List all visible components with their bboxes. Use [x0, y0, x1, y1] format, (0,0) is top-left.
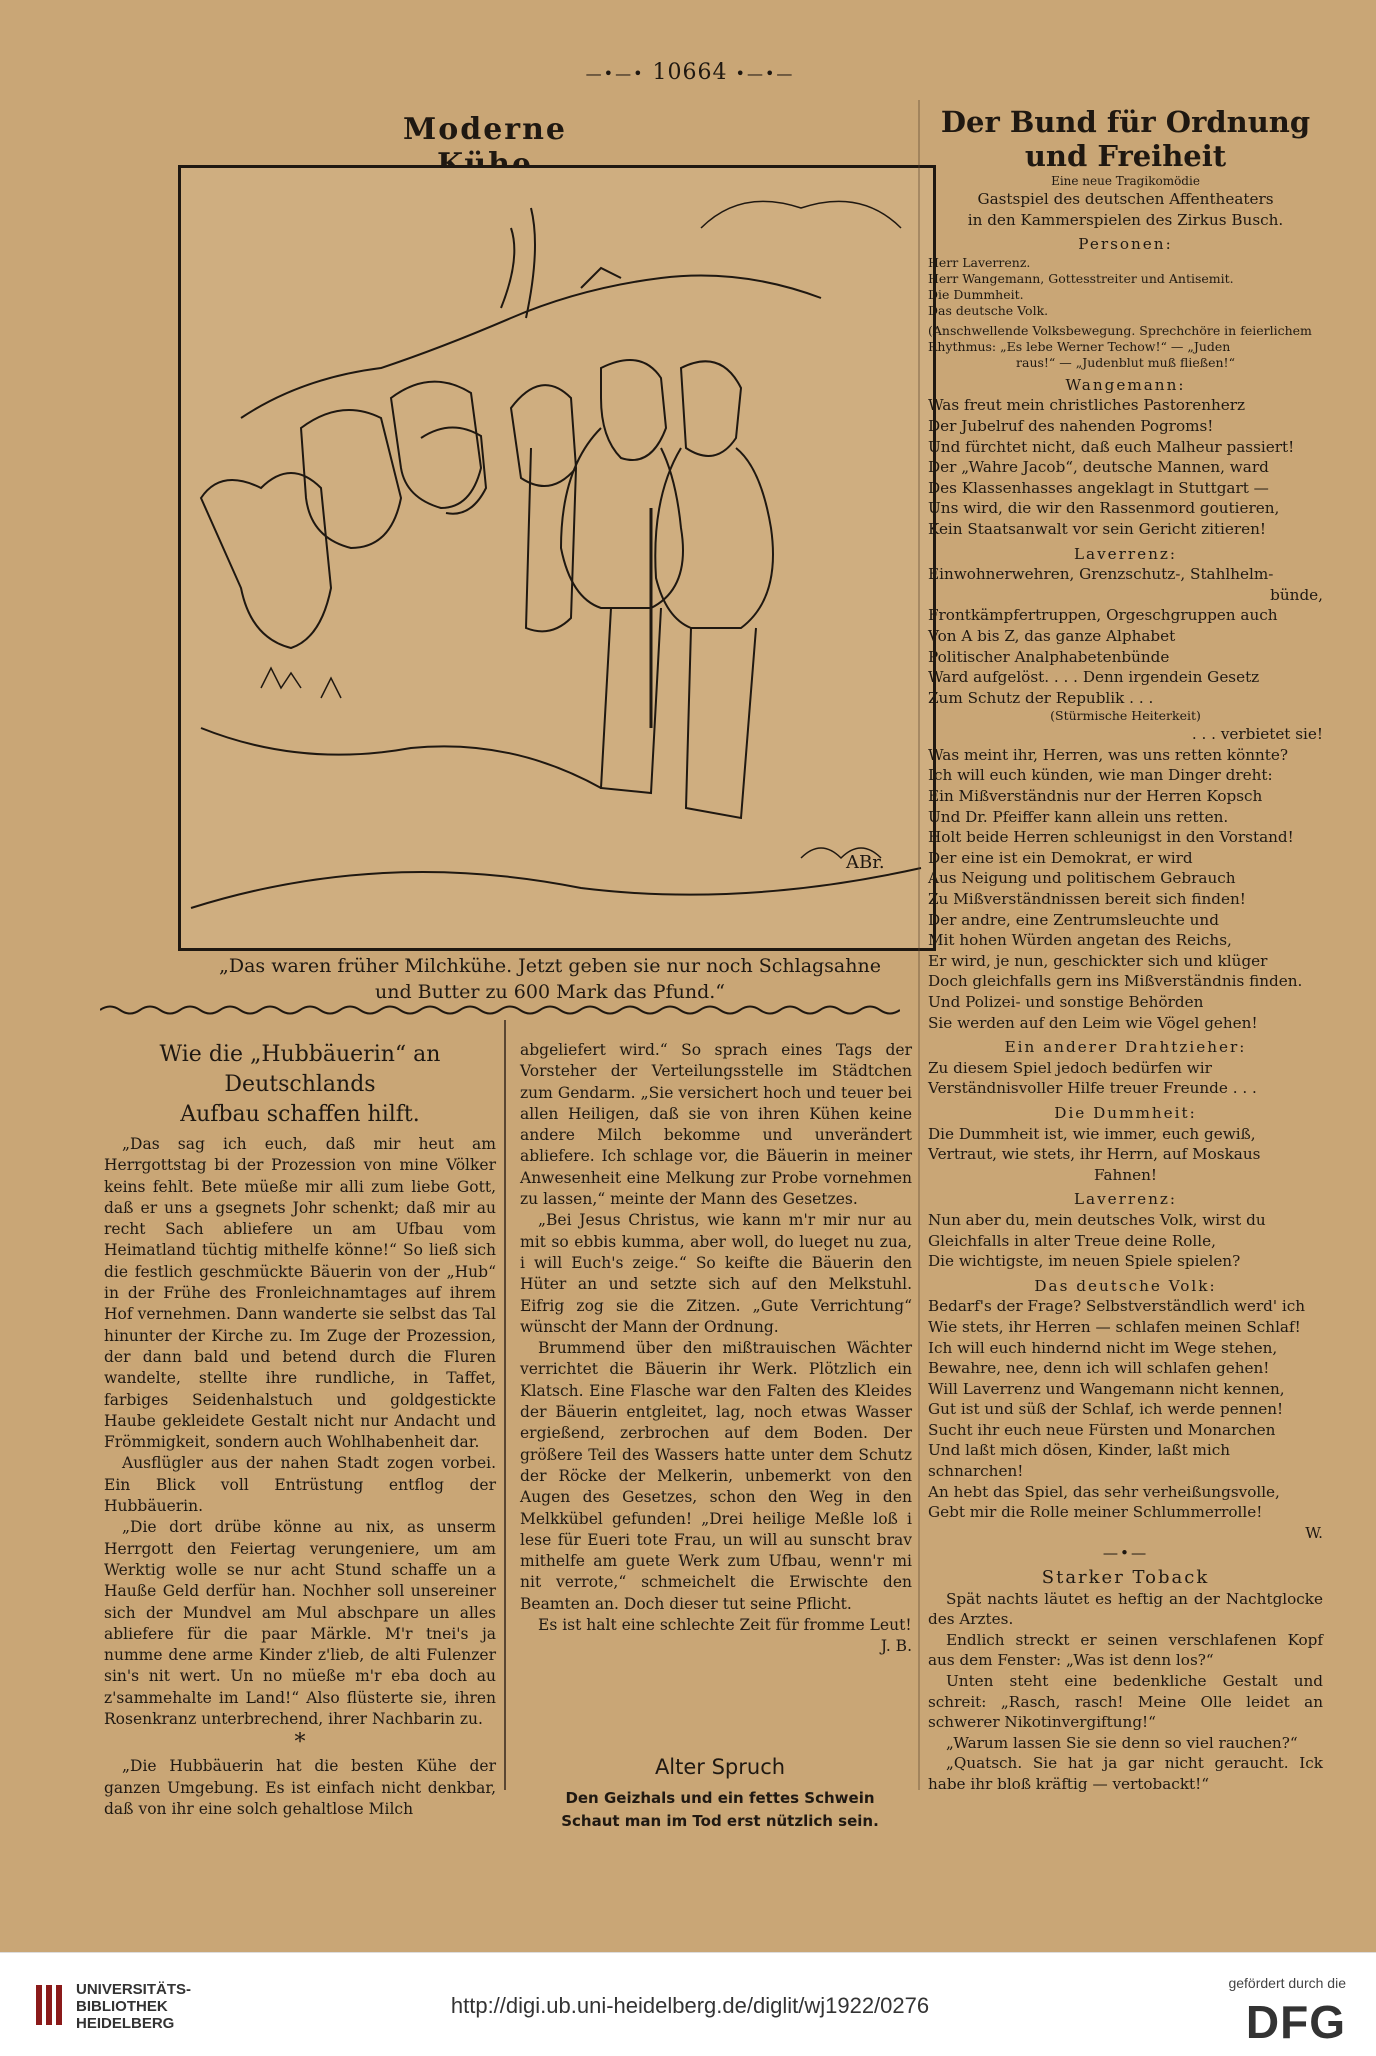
section-star: *	[294, 1730, 306, 1756]
cartoon-signature: ABr.	[846, 852, 885, 873]
article-subtitle: Eine neue Tragikomödie	[1051, 174, 1200, 188]
paragraph: Es ist halt eine schlechte Zeit für fromme Leut!	[538, 1616, 912, 1635]
paragraph: Spät nachts läutet es heftig an der Nachtglocke des Arztes.	[928, 1589, 1323, 1629]
cartoon-title: Moderne	[403, 112, 567, 147]
verse-line: Aus Neigung und politischem Gebrauch	[928, 869, 1236, 888]
article-title-line-1: Wie die „Hubbäuerin“ an Deutschlands	[159, 1042, 441, 1097]
spruch-title: Alter Spruch	[654, 1755, 786, 1779]
speaker-drahtzieher: Ein anderer Drahtzieher:	[1004, 1038, 1247, 1057]
verse-block-wangemann	[928, 395, 1323, 539]
article-title-line-2: Aufbau schaffen hilft.	[180, 1102, 420, 1127]
verse-block-laverrenz	[928, 564, 1323, 1033]
article-title: Der Bund für Ordnung und Freiheit	[940, 105, 1311, 173]
verse-line: Nun aber du, mein deutsches Volk, wirst du	[928, 1210, 1266, 1229]
verse-line: Der „Wahre Jacob“, deutsche Mannen, ward	[928, 458, 1269, 477]
verse-line: Der eine ist ein Demokrat, er wird	[928, 848, 1193, 867]
speaker-laverrenz: Laverrenz:	[1073, 544, 1178, 563]
person-item: Herr Laverrenz.	[928, 254, 1031, 270]
alter-spruch	[540, 1755, 900, 1833]
guest-line-2: in den Kammerspielen des Zirkus Busch.	[967, 210, 1284, 229]
paragraph: Endlich streckt er seinen verschlafenen Kopf aus dem Fenster: „Was ist denn los?“	[928, 1630, 1323, 1670]
article-hubbaeuerin-col1	[104, 1040, 496, 1820]
verse-line: Frontkämpfertruppen, Orgeschgruppen auch	[928, 606, 1278, 625]
paragraph: „Die dort drübe könne au nix, as unserm Herrgott den Feiertag verungeniere, um am Werktig wolle se nur acht Stund schaffe un a Hauße Geld derfür han. Nochher soll unsereiner sich der Mundvel am Mul abschpare un alles abliefere für die paar Märkle. M'r tnei's ja numme dene arme Kinder z'lieb, de alti Fulenzer sin's nit wert. Un no müeße m'r eba doch au z'sammehalte im Land!“ Also flüsterte sie, ihren Rosenkranz unterbrechend, ihrer Nachbarin zu.	[104, 1518, 496, 1729]
paragraph: Brummend über den mißtrauischen Wächter verrichtet die Bäuerin ihr Werk. Plötzlich ein Klatsch. Eine Flasche war den Falten des Kleides der Bäuerin entgleitet, lag, noch etwas Wasser ergießend, zerbrochen auf dem Boden. Der größere Teil des Wassers hatte unter dem Schutz der Röcke der Melkerin, unbemerkt von den Augen des Gesetzes, schon den Weg in den Melkkübel gefunden! „Drei heilige Meßle loß i lese für Eueri tote Frau, un will au sunscht brav mithelfe am guete Werk zum Ufbau, wenn'r mi nit verrote,“ schmeichelt die Erwischte den Beamten an. Doch dieser tut seine Pflicht.	[520, 1339, 912, 1613]
article-title	[104, 1040, 496, 1130]
verse-line: Doch gleichfalls gern ins Mißverständnis finden.	[928, 972, 1303, 991]
stage-direction-2: raus!“ — „Judenblut muß fließen!“	[1016, 354, 1235, 370]
speaker-wangemann: Wangemann:	[1065, 375, 1186, 394]
verse-line: Ward aufgelöst. . . . Denn irgendein Gesetz	[928, 668, 1260, 687]
speaker-volk: Das deutsche Volk:	[1034, 1276, 1217, 1295]
university-library-logo-icon	[34, 1983, 66, 2027]
article-hubbaeuerin-col2	[520, 1040, 912, 1658]
verse-line: Verständnisvoller Hilfe treuer Freunde . . .	[928, 1079, 1257, 1098]
article-bund-fuer-ordnung	[928, 105, 1323, 1795]
verse-line: Vertraut, wie stets, ihr Herrn, auf Moskaus	[928, 1145, 1261, 1164]
column-rule-right	[918, 100, 920, 1790]
spruch-line-2: Schaut man im Tod erst nützlich sein.	[561, 1812, 879, 1830]
verse-line: Ein Mißverständnis nur der Herren Kopsch	[928, 787, 1263, 806]
verse-line: Der andre, eine Zentrumsleuchte und	[928, 910, 1219, 929]
person-item: Das deutsche Volk.	[928, 302, 1049, 318]
verse-line: Einwohnerwehren, Grenzschutz-, Stahlhelm-	[928, 565, 1274, 584]
verse-line: Was freut mein christliches Pastorenherz	[928, 396, 1246, 415]
cartoon-caption	[150, 953, 950, 1005]
guest-line-1: Gastspiel des deutschen Affentheaters	[977, 190, 1274, 208]
person-item: Die Dummheit.	[928, 286, 1024, 302]
wavy-divider	[100, 1003, 900, 1017]
spruch-line-1: Den Geizhals und ein fettes Schwein	[565, 1789, 875, 1807]
verse-line: bünde,	[1270, 585, 1323, 604]
verse-line: Sucht ihr euch neue Fürsten und Monarchen	[928, 1420, 1276, 1439]
verse-line: Und laßt mich dösen, Kinder, laßt mich schnarchen!	[928, 1441, 1231, 1481]
caption-line-1: „Das waren früher Milchkühe. Jetzt geben sie nur noch Schlagsahne	[219, 955, 881, 977]
cartoon-illustration	[178, 165, 936, 951]
verse-line: Sie werden auf den Leim wie Vögel gehen!	[928, 1013, 1258, 1032]
speaker-laverrenz-2: Laverrenz:	[1073, 1190, 1178, 1209]
verse-line: Zu Mißverständnissen bereit sich finden!	[928, 890, 1246, 909]
institution-line: HEIDELBERG	[76, 2015, 175, 2032]
dfg-logo: DFG	[1245, 1996, 1346, 2048]
verse-line: Und Polizei- und sonstige Behörden	[928, 993, 1204, 1011]
permalink-url[interactable]: http://digi.ub.uni-heidelberg.de/diglit/wj1922/0276	[450, 1993, 930, 2018]
stage-direction-1: (Anschwellende Volksbewegung. Sprechchöre in feierlichem Rhythmus: „Es lebe Werner Techow!“ — „Juden	[928, 322, 1312, 354]
verse-line: Politischer Analphabetenbünde	[928, 647, 1170, 666]
verse-line: Von A bis Z, das ganze Alphabet	[928, 626, 1176, 645]
column-rule	[504, 1020, 506, 1790]
paragraph: „Die Hubbäuerin hat die besten Kühe der ganzen Umgebung. Es ist einfach nicht denkbar, daß von ihr eine solch gehaltlose Milch	[104, 1757, 496, 1818]
page-number-text: 10664	[652, 60, 728, 85]
verse-line: Holt beide Herren schleunigst in den Vorstand!	[928, 828, 1294, 847]
verse-line: Gleichfalls in alter Treue deine Rolle,	[928, 1231, 1216, 1250]
verse-line: Des Klassenhasses angeklagt in Stuttgart —	[928, 478, 1269, 497]
paragraph: Unten steht eine bedenkliche Gestalt und schreit: „Rasch, rasch! Meine Olle leidet an schwerer Nikotinvergiftung!“	[928, 1672, 1323, 1732]
verse-line: Gut ist und süß der Schlaf, ich werde pennen!	[928, 1400, 1284, 1419]
section-separator: —•—	[1102, 1544, 1149, 1563]
paragraph: „Das sag ich euch, daß mir heut am Herrgottstag bi der Prozession von mine Völker keins fehlt. Bete müeße mir alli zum liebe Gott, daß er uns a gsegnets Johr schenkt; daß mir au recht Sach abliefere un am Ufbau vom Heimatland tüchtig mithelfe könne!“ So ließ sich die festlich geschmückte Bäuerin von der „Hub“ in der Frühe des Fronleichnamtages auf ihrem Hof vernehmen. Dann wanderte sie selbst das Tal hinunter der Kirche zu. Im Zuge der Prozession, der dann bald und betend durch die Fluren wandelte, stellte ihre rundliche, in Taffet, farbiges Seidenhalstuch und goldgestickte Haube gekleidete Gestalt nicht nur Andacht und Frömmigkeit, sondern auch Wohlhabenheit dar.	[104, 1135, 496, 1452]
verse-line: Der Jubelruf des nahenden Pogroms!	[928, 416, 1214, 435]
verse-line: Was meint ihr, Herren, was uns retten könnte?	[928, 745, 1289, 764]
verse-line: Mit hohen Würden angetan des Reichs,	[928, 931, 1232, 950]
cartoon-drawing	[181, 168, 933, 948]
article-title-starker-toback: Starker Toback	[1041, 1567, 1210, 1589]
article-signature: J. B.	[880, 1637, 912, 1656]
verse-line: Wie stets, ihr Herren — schlafen meinen Schlaf!	[928, 1317, 1301, 1336]
ornament-right: •—•—	[735, 64, 795, 83]
article-signature: W.	[1305, 1523, 1323, 1542]
viewer-footer	[0, 1952, 1376, 2056]
verse-line: Ich will euch künden, wie man Dinger dreht:	[928, 766, 1273, 785]
caption-line-2: und Butter zu 600 Mark das Pfund.“	[374, 981, 725, 1003]
verse-line: Kein Staatsanwalt vor sein Gericht zitieren!	[928, 519, 1267, 538]
institution-line: UNIVERSITÄTS-	[76, 1981, 192, 1998]
paragraph: „Quatsch. Sie hat ja gar nicht geraucht. Ick habe ihr bloß kräftig — vertobackt!“	[928, 1754, 1323, 1793]
verse-line: Ich will euch hindernd nicht im Wege stehen,	[928, 1338, 1278, 1357]
speaker-dummheit: Die Dummheit:	[1054, 1103, 1197, 1122]
paragraph: abgeliefert wird.“ So sprach eines Tags der Vorsteher der Verteilungsstelle im Städtchen zum Gendarm. „Sie versichert hoch und teuer bei allen Heiligen, daß sie von ihren Kühen keine andere Milch bekomme und unverändert abliefere. Ich schlage vor, die Bäuerin in meiner Anwesenheit eine Melkung zur Probe vornehmen zu lassen,“ meinte der Mann des Gesetzes.	[520, 1041, 912, 1209]
paragraph: „Bei Jesus Christus, wie kann m'r mir nur au mit so ebbis kumma, aber woll, do lueget nu zua, i will Euch's zeige.“ So keifte die Bäuerin den Hüter an und setzte sich auf den Melkstuhl. Eifrig zog sie die Zitzen. „Gute Verrichtung“ wünscht der Mann der Ordnung.	[520, 1211, 912, 1336]
verse-line: Bewahre, nee, denn ich will schlafen gehen!	[928, 1359, 1270, 1378]
verse-line: Er wird, je nun, geschickter sich und klüger	[928, 951, 1268, 970]
verse-line: Zum Schutz der Republik . . .	[928, 688, 1154, 707]
institution-line: BIBLIOTHEK	[76, 1998, 168, 2015]
verse-line: Gebt mir die Rolle meiner Schlummerrolle!	[928, 1503, 1263, 1522]
person-item: Herr Wangemann, Gottesstreiter und Antisemit.	[928, 270, 1234, 286]
funder-label: gefördert durch die	[1228, 1975, 1346, 1991]
persons-heading: Personen:	[1078, 235, 1173, 254]
verse-line: Und fürchtet nicht, daß euch Malheur passiert!	[928, 437, 1295, 456]
verse-line: Die Dummheit ist, wie immer, euch gewiß,	[928, 1124, 1256, 1143]
ornament-left: —•—•	[585, 64, 645, 83]
institution-name	[76, 1981, 191, 2032]
verse-line: Fahnen!	[1094, 1165, 1157, 1184]
paragraph: „Warum lassen Sie sie denn so viel rauchen?“	[946, 1733, 1298, 1752]
stage-direction: (Stürmische Heiterkeit)	[1050, 708, 1201, 724]
verse-line: Bedarf's der Frage? Selbstverständlich werd' ich	[928, 1297, 1306, 1316]
verse-line: . . . verbietet sie!	[1191, 725, 1323, 744]
verse-line: Und Dr. Pfeiffer kann allein uns retten.	[928, 807, 1229, 826]
verse-line: Zu diesem Spiel jedoch bedürfen wir	[928, 1058, 1212, 1077]
verse-line: An hebt das Spiel, das sehr verheißungsvolle,	[928, 1482, 1280, 1501]
verse-line: Die wichtigste, im neuen Spiele spielen?	[928, 1252, 1241, 1271]
verse-line: Uns wird, die wir den Rassenmord goutieren,	[928, 499, 1280, 518]
paragraph: Ausflügler aus der nahen Stadt zogen vorbei. Ein Blick voll Entrüstung entflog der Hubbäuerin.	[104, 1454, 496, 1516]
verse-line: Will Laverrenz und Wangemann nicht kennen,	[928, 1379, 1285, 1398]
page-number	[560, 60, 820, 85]
